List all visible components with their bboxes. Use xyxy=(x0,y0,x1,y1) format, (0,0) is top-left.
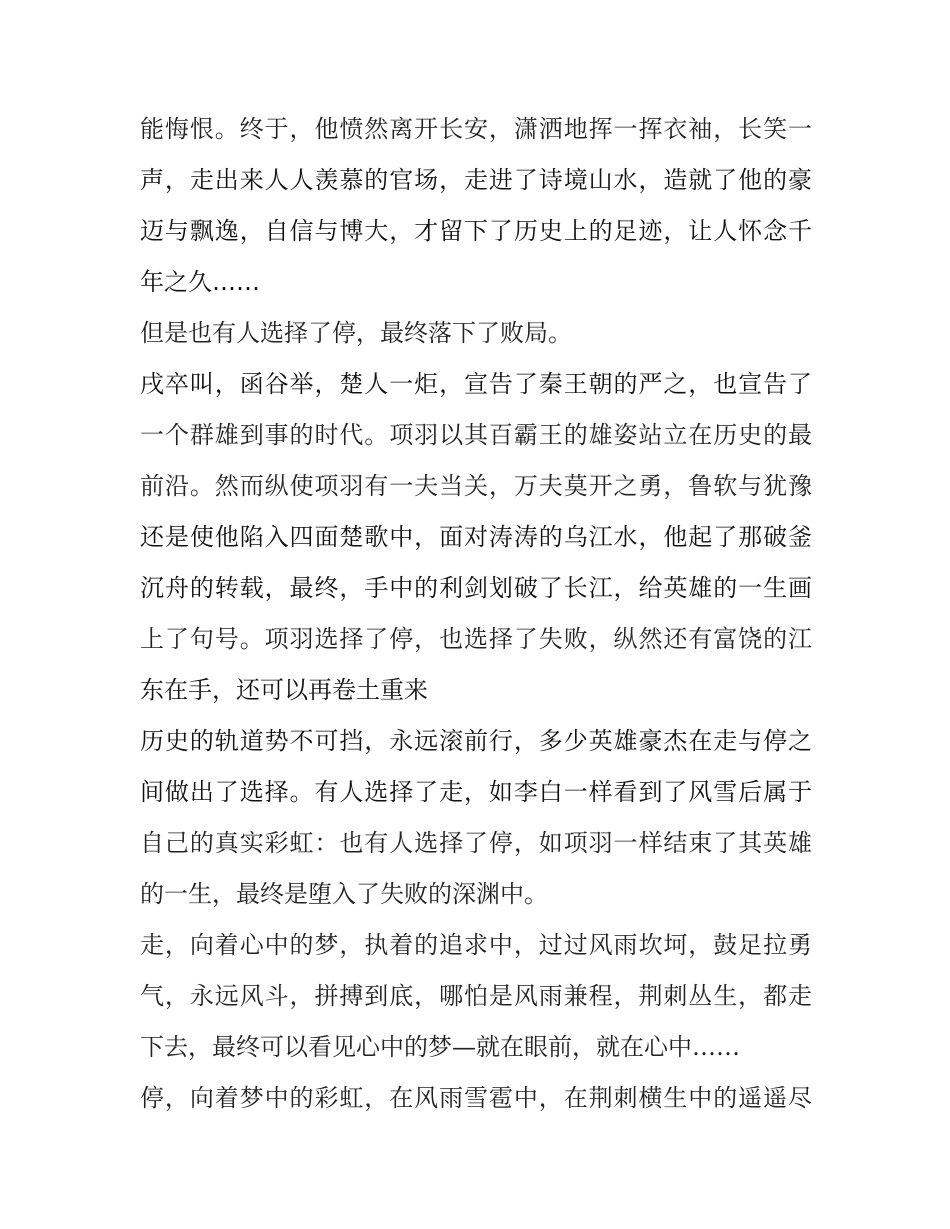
text-line: 自己的真实彩虹：也有人选择了停，如项羽一样结束了其英雄 xyxy=(140,829,812,857)
text-line: 停，向着梦中的彩虹，在风雨雪雹中，在荆刺横生中的遥遥尽 xyxy=(140,1084,812,1112)
text-line: 声，走出来人人羡慕的官场，走进了诗境山水，造就了他的豪 xyxy=(140,166,812,194)
text-line: 一个群雄到事的时代。项羽以其百霸王的雄姿站立在历史的最 xyxy=(140,421,812,449)
essay-body xyxy=(140,104,812,1124)
text-line: 历史的轨道势不可挡，永远滚前行，多少英雄豪杰在走与停之 xyxy=(140,727,812,755)
text-line: 的一生，最终是堕入了失败的深渊中。 xyxy=(140,880,548,908)
text-line: 迈与飘逸，自信与博大，才留下了历史上的足迹，让人怀念千 xyxy=(140,217,812,245)
text-line: 戌卒叫，函谷举，楚人一炬，宣告了秦王朝的严之，也宣告了 xyxy=(140,370,812,398)
text-line: 沉舟的转载，最终，手中的利剑划破了长江，给英雄的一生画 xyxy=(140,574,812,602)
text-line: 走，向着心中的梦，执着的追求中，过过风雨坎坷，鼓足拉勇 xyxy=(140,931,812,959)
text-line: 气，永远风斗，拼搏到底，哪怕是风雨兼程，荆刺丛生，都走 xyxy=(140,982,812,1010)
text-line: 下去，最终可以看见心中的梦—就在眼前，就在心中…… xyxy=(140,1033,740,1061)
text-line: 上了句号。项羽选择了停，也选择了失败，纵然还有富饶的江 xyxy=(140,625,812,653)
text-line: 能悔恨。终于，他愤然离开长安，潇洒地挥一挥衣袖，长笑一 xyxy=(140,115,812,143)
text-line: 年之久…… xyxy=(140,268,260,296)
text-line: 但是也有人选择了停，最终落下了败局。 xyxy=(140,319,572,347)
text-line: 间做出了选择。有人选择了走，如李白一样看到了风雪后属于 xyxy=(140,778,812,806)
text-line: 前沿。然而纵使项羽有一夫当关，万夫莫开之勇，鲁软与犹豫 xyxy=(140,472,812,500)
text-line: 东在手，还可以再卷土重来 xyxy=(140,676,428,704)
text-line: 还是使他陷入四面楚歌中，面对涛涛的乌江水，他起了那破釜 xyxy=(140,523,812,551)
